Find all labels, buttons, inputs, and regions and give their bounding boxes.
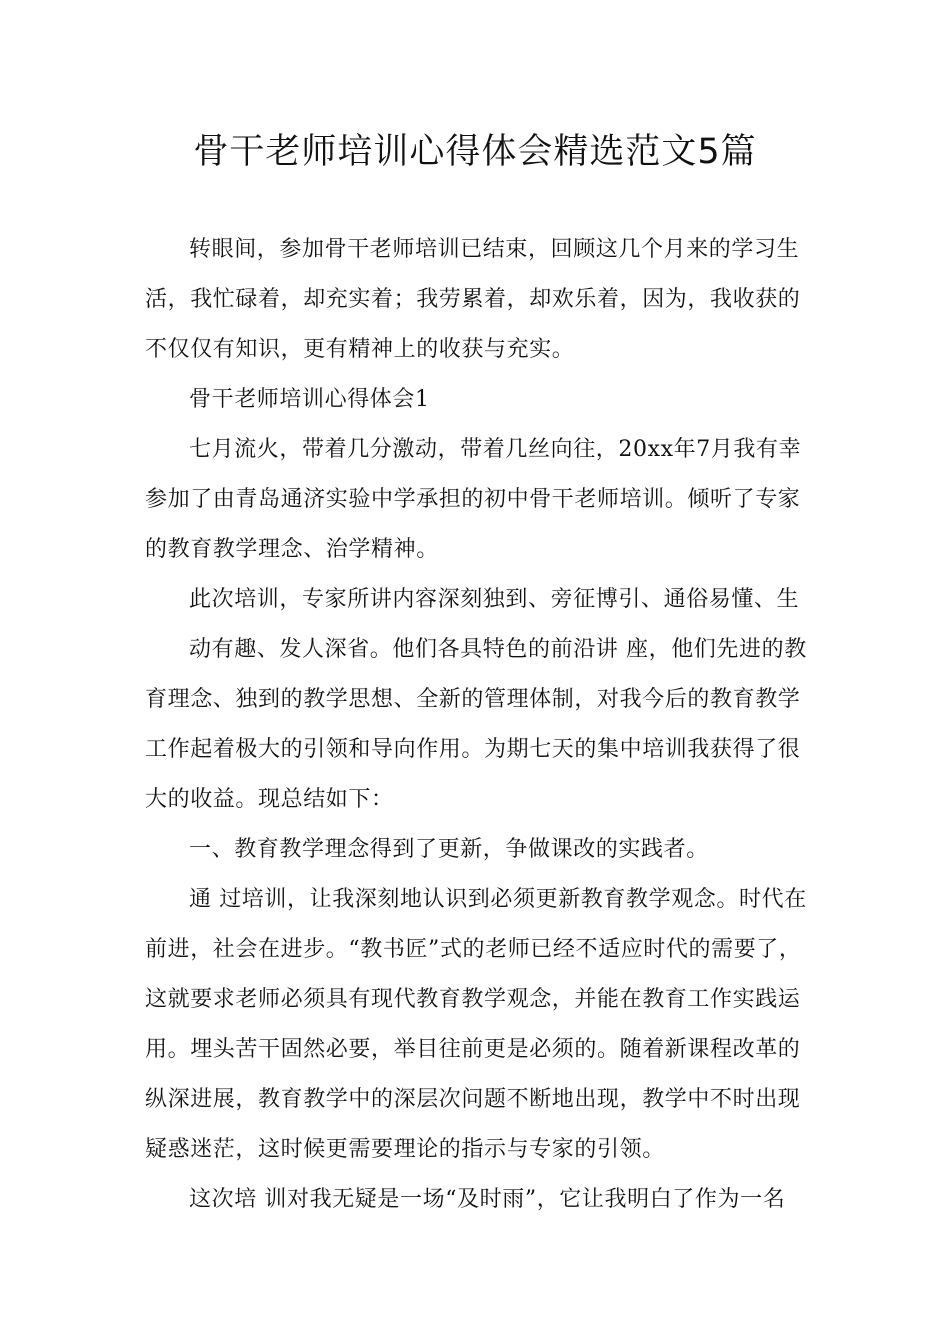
body-line-6: 参加了由青岛通济实验中学承担的初中骨干老师培训。倾听了专家	[145, 487, 801, 512]
body-line-20: 这次培 训对我无疑是一场“及时雨”，它让我明白了作为一名	[189, 1187, 786, 1212]
body-line-19: 疑惑迷茫，这时候更需要理论的指示与专家的引领。	[145, 1137, 665, 1162]
document-title: 骨干老师培训心得体会精选范文5篇	[193, 132, 757, 172]
body-line-5: 七月流火，带着几分激动，带着几丝向往，20xx年7月我有幸	[189, 437, 802, 462]
body-line-11: 工作起着极大的引领和导向作用。为期七天的集中培训我获得了很	[145, 737, 801, 762]
body-line-8: 此次培训，专家所讲内容深刻独到、旁征博引、通俗易懂、生	[189, 587, 800, 612]
body-line-7: 的教育教学理念、治学精神。	[145, 537, 439, 562]
body-line-16: 这就要求老师必须具有现代教育教学观念，并能在教育工作实践运	[145, 987, 801, 1012]
section-heading-1: 骨干老师培训心得体会1	[189, 387, 430, 412]
body-line-1: 转眼间，参加骨干老师培训已结束，回顾这几个月来的学习生	[189, 237, 800, 262]
body-line-14: 通 过培训，让我深刻地认识到必须更新教育教学观念。时代在	[189, 887, 807, 912]
body-line-15: 前进，社会在进步。“教书匠”式的老师已经不适应时代的需要了，	[145, 937, 802, 962]
body-line-3: 不仅仅有知识，更有精神上的收获与充实。	[145, 337, 575, 362]
body-line-10: 育理念、独到的教学思想、全新的管理体制，对我今后的教育教学	[145, 687, 801, 712]
body-line-12: 大的收益。现总结如下：	[145, 787, 394, 812]
body-line-9: 动有趣、发人深省。他们各具特色的前沿讲 座，他们先进的教	[189, 637, 807, 662]
section-heading-2: 一、教育教学理念得到了更新，争做课改的实践者。	[189, 837, 709, 862]
body-line-17: 用。埋头苦干固然必要，举目往前更是必须的。随着新课程改革的	[145, 1037, 801, 1062]
body-line-2: 活，我忙碌着，却充实着；我劳累着，却欢乐着，因为，我收获的	[145, 287, 801, 312]
body-line-18: 纵深进展，教育教学中的深层次问题不断地出现，教学中不时出现	[145, 1087, 801, 1112]
